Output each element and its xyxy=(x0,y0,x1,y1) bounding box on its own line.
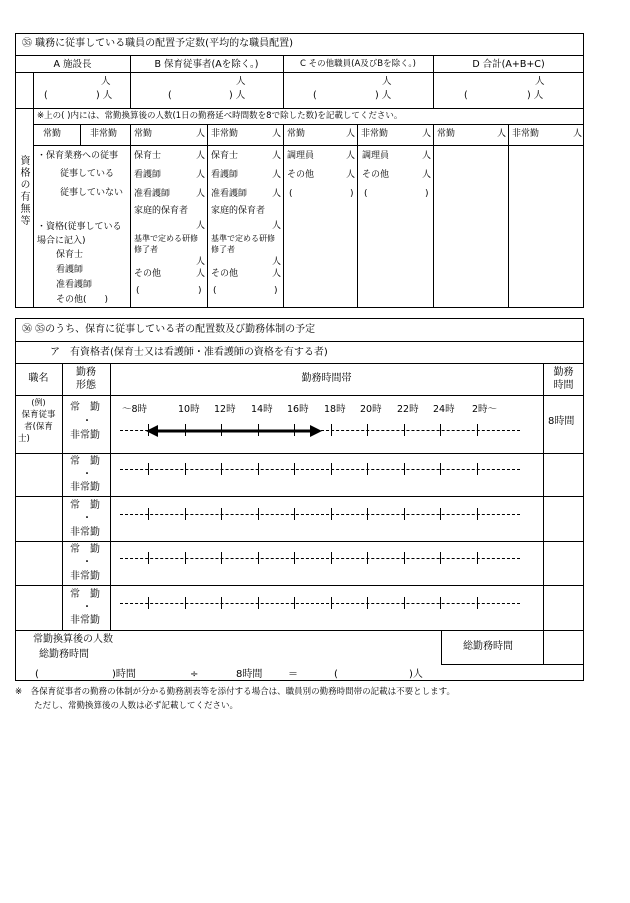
time-label-8: ～8時 xyxy=(122,404,148,415)
b-pt-training-unit: 人 xyxy=(272,257,282,267)
d-paren-close: ) 人 xyxy=(527,90,544,101)
example-shift-arrow xyxy=(146,424,322,438)
left-list-qualification: ・資格(従事している xyxy=(37,222,122,232)
c-ft-cook-unit: 人 xyxy=(346,151,356,161)
b-ft-nurse-unit: 人 xyxy=(196,170,206,180)
col-d-header: D 合計(A+B+C) xyxy=(472,59,545,70)
formula-hours-close: )時間 xyxy=(112,669,136,680)
b-paren-open: ( xyxy=(168,90,172,101)
c-ft-other-unit: 人 xyxy=(346,170,356,180)
b-pt-assistant-nurse: 准看護師 xyxy=(211,189,248,199)
d-pt-unit: 人 xyxy=(573,129,583,139)
row2-fulltime: 常 勤 xyxy=(70,500,100,511)
d-fulltime-header: 常勤 xyxy=(437,129,456,139)
c-fulltime-header: 常勤 xyxy=(287,129,306,139)
left-fulltime-header: 常勤 xyxy=(43,129,62,139)
row2-parttime: 非常勤 xyxy=(70,527,100,538)
b-ft-nursery-teacher: 保育士 xyxy=(134,151,162,161)
row3-parttime: 非常勤 xyxy=(70,571,100,582)
row1-timeline xyxy=(120,463,520,477)
b-fulltime-header: 常勤 xyxy=(134,129,153,139)
b-pt-nurse: 看護師 xyxy=(211,170,239,180)
footnote-line-1: ※ 各保育従事者の勤務の体制が分かる勤務割表等を添付する場合は、職員別の勤務時間帯の記載は不要とします。 xyxy=(15,687,455,697)
left-list-engage: ・保育業務への従事 xyxy=(37,151,119,161)
b-pt-unit: 人 xyxy=(272,129,282,139)
formula-eight-hours: 8時間 xyxy=(236,669,263,680)
left-list-qualification-2: 場合に記入) xyxy=(37,236,86,246)
row4-fulltime: 常 勤 xyxy=(70,589,100,600)
section2-title: ㊱ ㉟のうち、保育に従事している者の配置数及び勤務体制の予定 xyxy=(22,324,316,335)
b-ft-other: その他 xyxy=(134,269,162,279)
work-hours-header-2: 時間 xyxy=(553,380,574,391)
b-pt-family-care: 家庭的保育者 xyxy=(211,206,266,216)
b-ft-paren-open: ( xyxy=(136,286,140,296)
formula-person-close: )人 xyxy=(409,669,423,680)
c-ft-unit: 人 xyxy=(346,129,356,139)
left-list-assistant-nurse: 准看護師 xyxy=(56,280,93,290)
example-hours: 8時間 xyxy=(548,416,575,427)
conversion-label-2: 総勤務時間 xyxy=(39,649,89,660)
time-label-16: 16時 xyxy=(287,404,309,415)
d-ft-unit: 人 xyxy=(497,129,507,139)
time-label-24: 24時 xyxy=(433,404,455,415)
conversion-label-1: 常勤換算後の人数 xyxy=(33,634,113,645)
c-parttime-header: 非常勤 xyxy=(361,129,389,139)
work-hours-header-1: 勤務 xyxy=(553,367,574,378)
example-parttime: 非常勤 xyxy=(70,430,100,441)
formula-open: ( xyxy=(35,669,39,680)
example-timeline xyxy=(120,424,520,438)
c-ft-paren-open: ( xyxy=(289,189,293,199)
c-ft-paren-close: ) xyxy=(350,189,354,199)
b-pt-nurse-unit: 人 xyxy=(272,170,282,180)
time-label-12: 12時 xyxy=(214,404,236,415)
example-label-2: 保育従事 xyxy=(21,410,56,420)
c-pt-unit: 人 xyxy=(422,129,432,139)
row2-timeline xyxy=(120,508,520,522)
b-pt-assistant-nurse-unit: 人 xyxy=(272,189,282,199)
col-c-header: C その他職員(A及びBを除く。) xyxy=(300,59,416,69)
row1-dot: ・ xyxy=(82,469,92,480)
b-ft-unit: 人 xyxy=(196,129,206,139)
d-paren-open: ( xyxy=(464,90,468,101)
c-pt-cook: 調理員 xyxy=(362,151,390,161)
a-paren-open: ( xyxy=(44,90,48,101)
d-person-unit: 人 xyxy=(535,76,545,87)
b-ft-nurse: 看護師 xyxy=(134,170,162,180)
b-parttime-header: 非常勤 xyxy=(211,129,239,139)
b-ft-family-care-unit: 人 xyxy=(196,221,206,231)
left-list-nursery-teacher: 保育士 xyxy=(56,250,84,260)
conversion-note: ※上の( )内には、常勤換算後の人数(1日の勤務延べ時間数を8で除した数)を記載してください。 xyxy=(37,111,403,121)
c-ft-cook: 調理員 xyxy=(287,151,315,161)
c-person-unit: 人 xyxy=(382,76,392,87)
example-label-3: 者(保育 xyxy=(24,422,53,432)
section1-title: ㉟ 職務に従事している職員の配置予定数(平均的な職員配置) xyxy=(22,38,293,49)
c-pt-cook-unit: 人 xyxy=(422,151,432,161)
work-form-header-1: 勤務 xyxy=(76,367,96,378)
row3-fulltime: 常 勤 xyxy=(70,544,100,555)
c-pt-paren-open: ( xyxy=(364,189,368,199)
total-hours-box-label: 総勤務時間 xyxy=(463,641,513,652)
time-band-header: 勤務時間帯 xyxy=(301,373,352,384)
b-ft-assistant-nurse-unit: 人 xyxy=(196,189,206,199)
footnote-line-2: ただし、常勤換算後の人数は必ず記載してください。 xyxy=(34,701,239,711)
col-a-header: A 施設長 xyxy=(53,59,92,70)
section2-subtitle: ア 有資格者(保育士又は看護師・准看護師の資格を有する者) xyxy=(50,347,328,358)
b-pt-other-unit: 人 xyxy=(272,269,282,279)
row4-timeline xyxy=(120,597,520,611)
example-fulltime: 常 勤 xyxy=(70,402,100,413)
b-pt-training: 基準で定める研修 xyxy=(211,234,275,243)
example-label-4: 士) xyxy=(18,434,30,444)
job-title-header: 職名 xyxy=(28,373,49,384)
b-pt-paren-close: ) xyxy=(274,286,278,296)
col-b-header: B 保育従事者(Aを除く。) xyxy=(154,59,259,70)
c-pt-paren-close: ) xyxy=(425,189,429,199)
b-pt-nursery-teacher: 保育士 xyxy=(211,151,239,161)
b-paren-close: ) 人 xyxy=(229,90,246,101)
b-ft-paren-close: ) xyxy=(198,286,202,296)
qualification-side-label: 資格の有無等 xyxy=(18,155,29,227)
row1-parttime: 非常勤 xyxy=(70,482,100,493)
time-label-22: 22時 xyxy=(397,404,419,415)
formula-divide: ÷ xyxy=(190,669,199,680)
d-parttime-header: 非常勤 xyxy=(512,129,540,139)
left-list-engaged: 従事している xyxy=(60,169,115,179)
time-label-2: 2時～ xyxy=(472,404,498,415)
time-label-14: 14時 xyxy=(251,404,273,415)
b-pt-other: その他 xyxy=(211,269,239,279)
a-paren-close: ) 人 xyxy=(96,90,113,101)
example-label-1: (例) xyxy=(31,398,46,407)
formula-open-2: ( xyxy=(334,669,338,680)
a-person-unit: 人 xyxy=(101,76,111,87)
row3-timeline xyxy=(120,552,520,566)
b-ft-training-2: 修了者 xyxy=(134,245,158,254)
b-ft-training: 基準で定める研修 xyxy=(134,234,198,243)
time-label-18: 18時 xyxy=(324,404,346,415)
row1-fulltime: 常 勤 xyxy=(70,456,100,467)
row3-dot: ・ xyxy=(82,557,92,568)
b-ft-nursery-teacher-unit: 人 xyxy=(196,151,206,161)
left-parttime-header: 非常勤 xyxy=(90,129,118,139)
row2-dot: ・ xyxy=(82,513,92,524)
b-ft-assistant-nurse: 准看護師 xyxy=(134,189,171,199)
b-ft-family-care: 家庭的保育者 xyxy=(134,206,189,216)
c-paren-close: ) 人 xyxy=(375,90,392,101)
b-pt-paren-open: ( xyxy=(213,286,217,296)
work-form-header-2: 形態 xyxy=(76,380,96,391)
left-list-other: その他( ) xyxy=(56,295,109,305)
c-pt-other: その他 xyxy=(362,170,390,180)
formula-equals: ＝ xyxy=(288,669,298,680)
time-label-10: 10時 xyxy=(178,404,200,415)
example-dot: ・ xyxy=(82,416,92,427)
b-pt-family-care-unit: 人 xyxy=(272,221,282,231)
c-pt-other-unit: 人 xyxy=(422,170,432,180)
row4-parttime: 非常勤 xyxy=(70,615,100,626)
row4-dot: ・ xyxy=(82,602,92,613)
left-list-nurse: 看護師 xyxy=(56,265,84,275)
b-person-unit: 人 xyxy=(236,76,246,87)
b-pt-nursery-teacher-unit: 人 xyxy=(272,151,282,161)
left-list-not-engaged: 従事していない xyxy=(60,188,124,198)
time-label-20: 20時 xyxy=(360,404,382,415)
b-pt-training-2: 修了者 xyxy=(211,245,235,254)
b-ft-other-unit: 人 xyxy=(196,269,206,279)
c-ft-other: その他 xyxy=(287,170,315,180)
c-paren-open: ( xyxy=(313,90,317,101)
b-ft-training-unit: 人 xyxy=(196,257,206,267)
